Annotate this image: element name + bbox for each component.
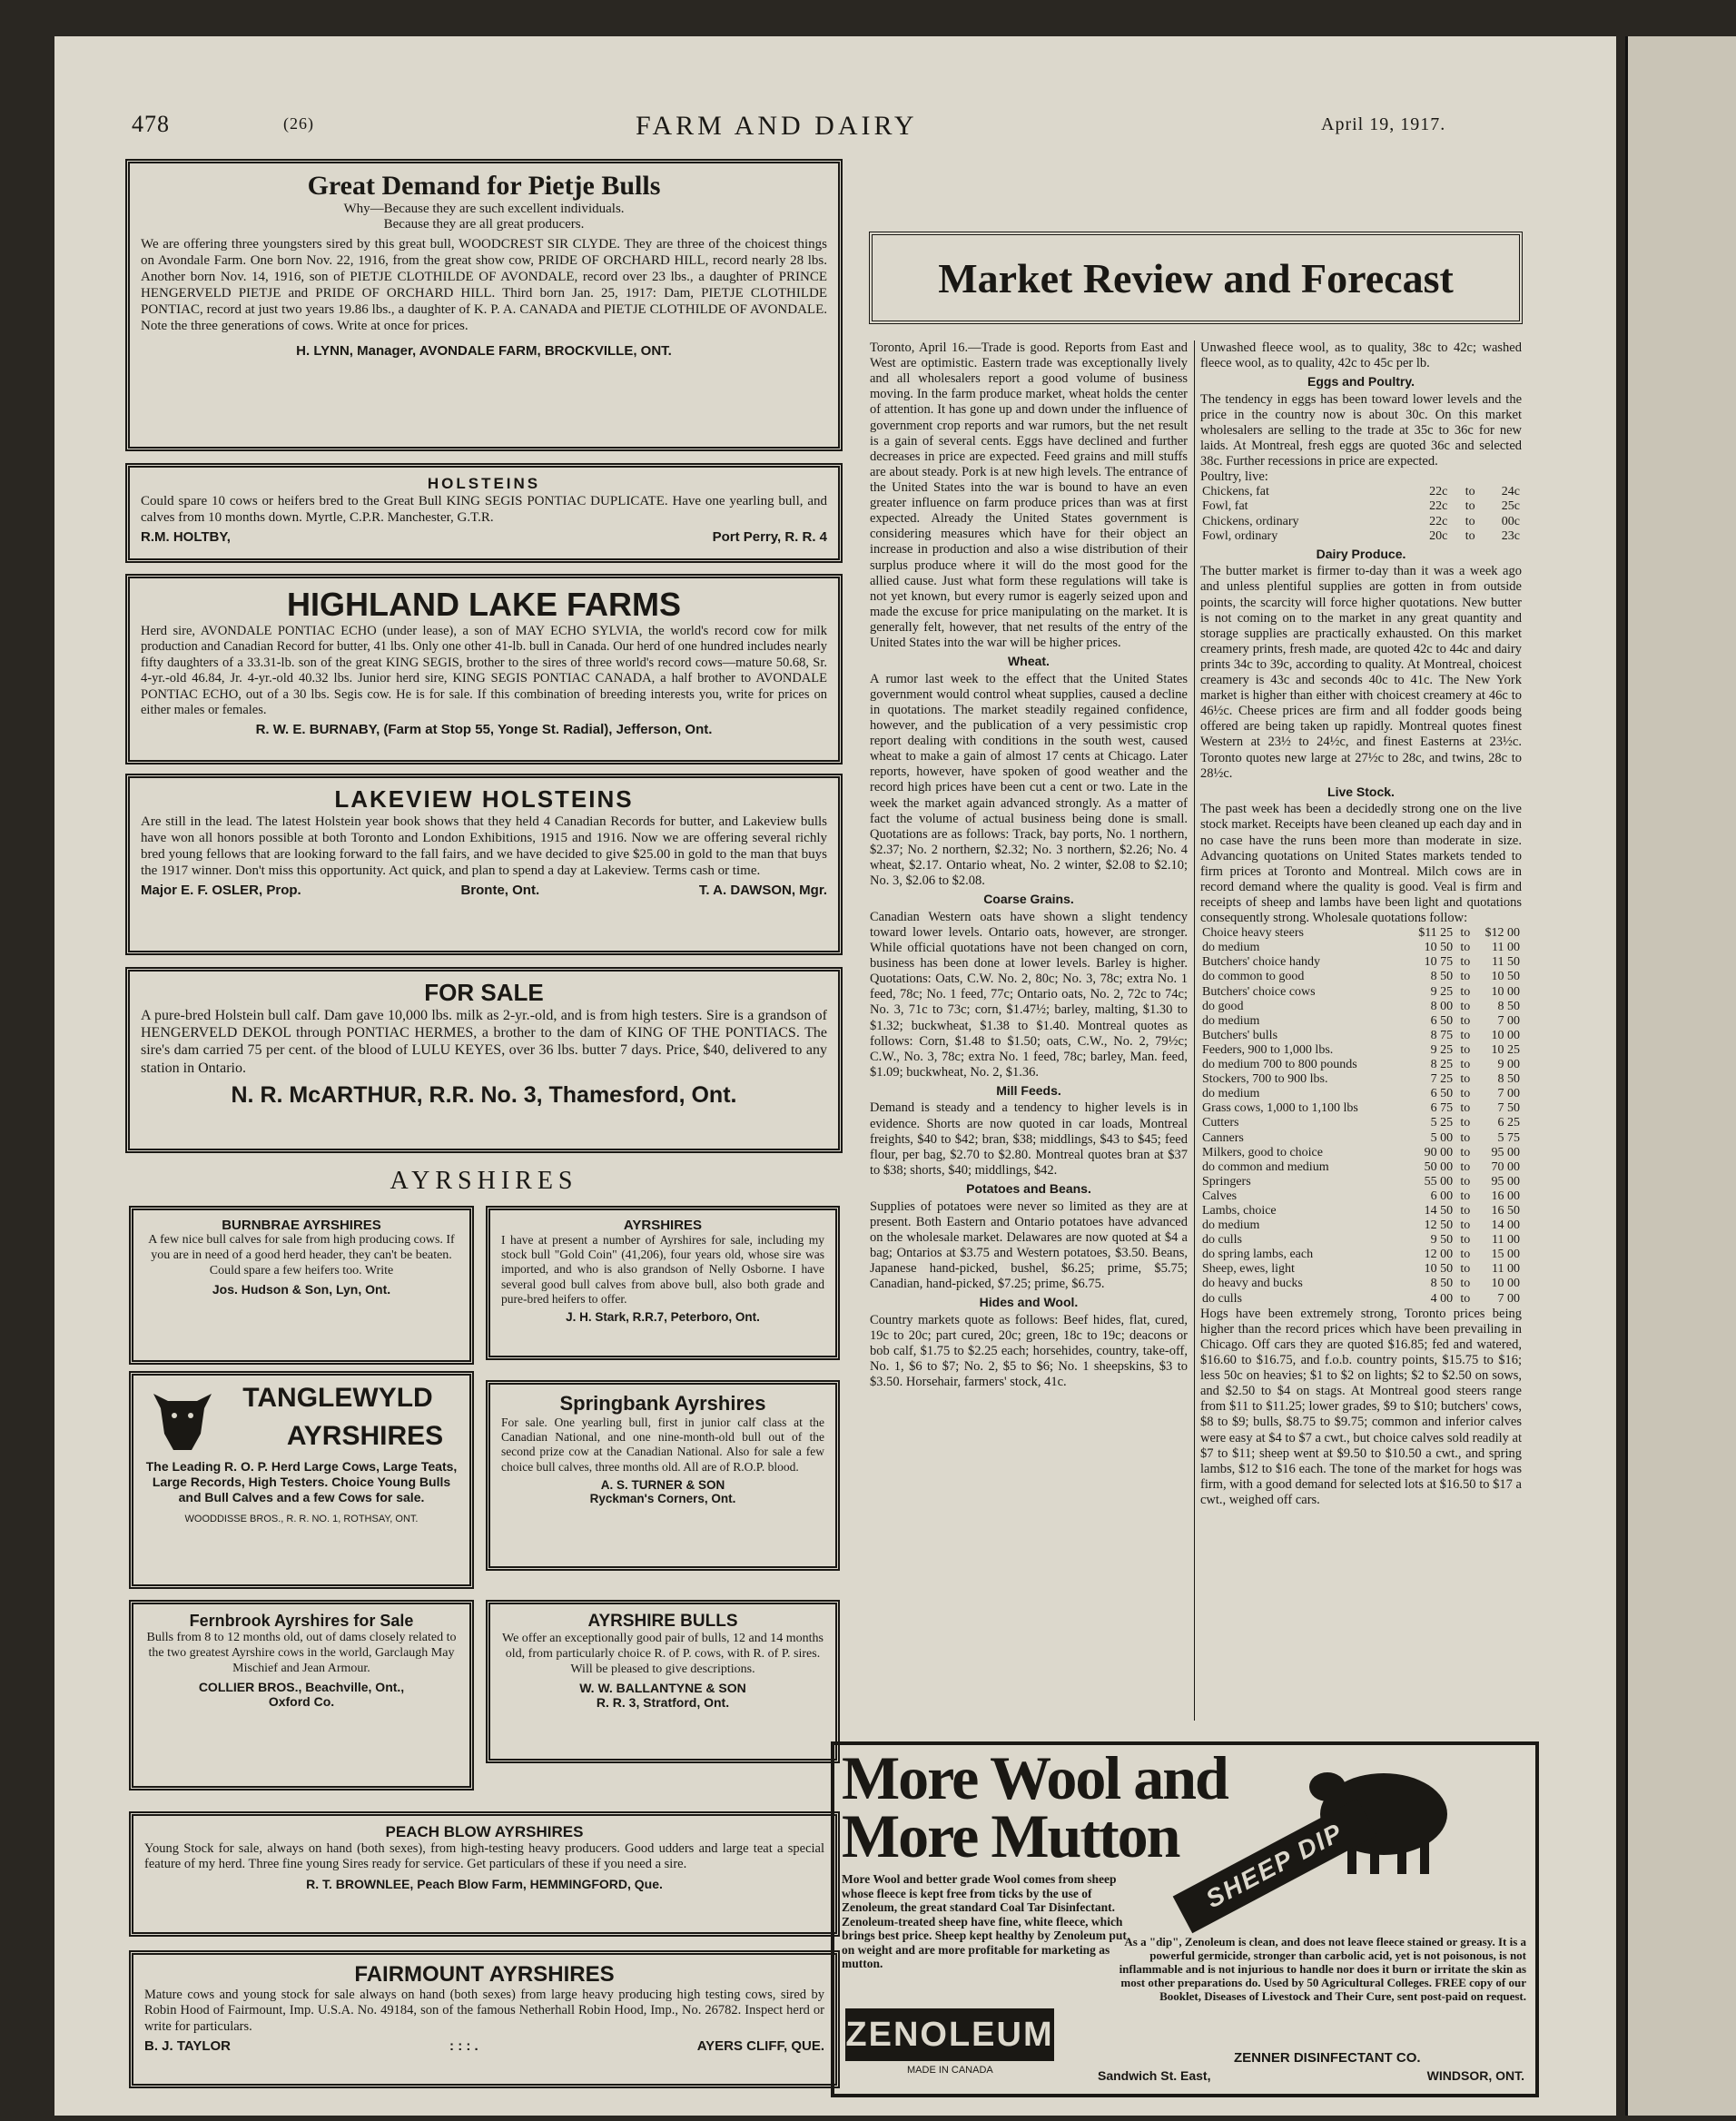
quote-price: 10 50 [1424, 941, 1454, 955]
quote-to: to [1460, 1145, 1471, 1159]
ad-name: B. J. TAYLOR [144, 2038, 232, 2055]
quote-price: 5 25 [1430, 1116, 1454, 1130]
market-mill-feeds: Demand is steady and a tendency to higher levels is in evidence. Shorts are now quoted in car loads, Montreal freights, $40 to $42; bran, $38; middlings, $43 to $45; feed flour, per bag, $2.70 to $2.80. Montreal quotes bran at $37 to $38; shorts, $40; middlings, $42. [870, 1100, 1188, 1178]
market-dairy: The butter market is firmer to-day than it was a week ago and unless plentiful supplies are gotten in from outside points, the scarcity will force higher quotations. New butter is not coming on to the market in any great quantity and storage supplies are practically exhausted. On this market creamery prints, fresh made, are quoted 42c to 44c and dairy prints 34c to 39c, according to quality. At Montreal, choicest creamery is 43c and seconds 40c to 41c. The New York market is higher than either with choicest creamery at 46c to 46½c. Cheese prices are firm and all fodder goods being offered are being taken up rapidly. Montreal quotes finest Western at 23½ to 24½c, and finest Easterns at 23½c. Toronto quotes new large at 27½c to 28c, and twins, 28c to 28½c. [1200, 564, 1522, 781]
quote-to: to [1460, 1248, 1471, 1262]
market-review-title-box [869, 232, 1523, 324]
ad-title: Great Demand for Pietje Bulls [307, 171, 661, 201]
market-coarse-grains: Canadian Western oats have shown a slight tendency toward lower levels. Ontario oats, however, are stronger. While official quotations have not been changed on corn, business has been done at lower levels. Barley is higher. Quotations: Oats, C.W. No. 2, 80c; No. 3, 78c; extra No. 1 feed, 78c; No. 1 feed, 77c; Ontario oats, No. 2, 72c to 74c; No. 3, 71c to 73c; corn, $1.47½; barley, malting, $1.30 to $1.32; buckwheat, $1.38 to $1.40. Montreal quotes as follows: Corn, $1.48 to $1.50; oats, C.W., No. 2, 79½c; C.W., No. 3, 78c; extra No. 1 feed, 78c; barley, Man. feed, $1.09; buckwheat, No. 2, $1.36. [870, 909, 1188, 1080]
livestock-row [1200, 1233, 1522, 1248]
cow-head-icon [144, 1385, 221, 1455]
company-name: ZENNER DISINFECTANT CO. [1234, 2050, 1421, 2066]
quote-item: Fowl, fat [1202, 499, 1248, 514]
livestock-row [1200, 1160, 1522, 1175]
quote-to: to [1460, 1042, 1471, 1057]
issue-page: (26) [283, 114, 314, 133]
quote-to: to [1460, 1277, 1471, 1291]
quote-price: 00c [1501, 514, 1520, 528]
quote-item: Chickens, ordinary [1202, 514, 1299, 528]
ad-burnbrae [129, 1206, 474, 1365]
quote-price: 7 00 [1497, 1013, 1520, 1028]
ad-tagline: Why—Because they are such excellent individuals. [343, 202, 625, 216]
livestock-row [1200, 1072, 1522, 1087]
livestock-row [1200, 1000, 1522, 1014]
quote-price: 11 50 [1492, 955, 1520, 970]
quote-item: do culls [1202, 1233, 1242, 1248]
ad-body: Bulls from 8 to 12 months old, out of dams closely related to the two greatest Ayrshire cows in the world, Garclaugh May Mischief and Jean Armour. [146, 1631, 457, 1675]
ad-body: A pure-bred Holstein bull calf. Dam gave 10,000 lbs. milk as 2-yr.-old, and is from high testers. Sire is a grandson of HENGERVELD DEKOL through PONTIAC HERMES, a brother to the dam of KING OF THE PONTIACS. The sire's dam carried 75 per cent. of the blood of LULU KEYES, over 36 lbs. butter 7 days. Price, $40, delivered to any station in Ontario. [141, 1008, 827, 1076]
ad-place: AYERS CLIFF, QUE. [696, 2038, 824, 2055]
quote-price: 8 50 [1430, 970, 1454, 984]
poultry-table [1200, 485, 1522, 543]
livestock-row [1200, 1029, 1522, 1043]
quote-price: 22c [1429, 485, 1448, 499]
ad-holtby-holsteins [125, 463, 843, 563]
ad-manager: T. A. DAWSON, Mgr. [698, 883, 827, 898]
ad-owner: Major E. F. OSLER, Prop. [141, 883, 301, 898]
market-hogs: Hogs have been extremely strong, Toronto prices being higher than the record prices which have been prevailing in Chicago. Off cars they are quoted $16.85; fed and watered, $16.60 to $16.75, and f.o.b. country points, $15.75 to $16; less 50c on heavies; $1 to $2 on lights; $2 to $2.50 on sows, and $2.50 to $4 on stags. At Montreal good steers range from $11 to $11.25; lower grades, $9 to $10; butchers' cows, $8 to $9; bulls, $8.75 to $9.75; common and inferior calves were easy at $4 to $7 a cwt., but choice calves sold readily at $7 to $11; sheep went at $9.50 to $10.50 a cwt., and spring lambs, $12 to $16 each. The tone of the market for hogs was firm, with a good demand for selected lots at $16.50 to $17 a cwt., weighed off cars. [1200, 1306, 1522, 1507]
quote-price: 55 00 [1424, 1174, 1454, 1189]
ad-ayrshire-bulls [486, 1600, 840, 1763]
livestock-row [1200, 1248, 1522, 1262]
quote-price: 4 00 [1430, 1291, 1454, 1306]
quote-item: Butchers' choice handy [1202, 955, 1321, 970]
quote-price: 6 00 [1430, 1189, 1454, 1203]
quote-price: 11 00 [1492, 941, 1520, 955]
livestock-row [1200, 941, 1522, 955]
quote-item: do medium [1202, 1218, 1260, 1233]
ad-stark-ayrshires [486, 1206, 840, 1360]
ad-name: R.M. HOLTBY, [141, 529, 231, 545]
market-intro: Toronto, April 16.—Trade is good. Reports from East and West are optimistic. Eastern trade was exceptionally lively and all wholesalers report a good volume of business moving. In the farm produce market, wheat holds the center of attention. It has gone up and down under the influence of government crop reports and war rumors, but the net result is a gain of several cents. Eggs have declined and further decreases in price are expected. Feed grains and mill stuffs are about steady. Pork is at new high levels. The entrance of the United States into the war is bound to have an even greater influence on farm produce prices than was at first expected. Already the United States government is considering measures which have for their object an increase in production and also a wise distribution of their surplus produce where it will do the most good for the allied cause. Just what form these regulations will take is not yet known, but every rumor is eagerly seized upon and made the excuse for price manipulating on the market. It is generally felt, however, that net results of the entry of the United States into the war will be higher prices. [870, 340, 1188, 651]
quote-price: 15 00 [1491, 1248, 1520, 1262]
company-city: WINDSOR, ONT. [1426, 2068, 1524, 2083]
quote-to: to [1465, 499, 1475, 514]
quote-price: 9 50 [1430, 1233, 1454, 1248]
quote-item: Grass cows, 1,000 to 1,100 lbs [1202, 1101, 1358, 1116]
quote-to: to [1465, 485, 1475, 499]
livestock-row [1200, 1101, 1522, 1116]
livestock-row [1200, 1058, 1522, 1072]
livestock-row [1200, 1043, 1522, 1058]
subhead-potatoes: Potatoes and Beans. [966, 1181, 1091, 1197]
poultry-row [1200, 515, 1522, 529]
poultry-row [1200, 499, 1522, 514]
ad-fairmount [129, 1950, 840, 2088]
quote-to: to [1460, 1189, 1471, 1203]
livestock-row [1200, 1204, 1522, 1218]
ad-signature: R. T. BROWNLEE, Peach Blow Farm, HEMMINGFORD, Que. [306, 1876, 663, 1891]
ad-body: We offer an exceptionally good pair of bulls, 12 and 14 months old, from particularly choice R. of P. cows, with R. of P. sires. Will be pleased to give descriptions. [502, 1632, 824, 1676]
quote-price: 12 00 [1424, 1248, 1454, 1262]
quote-to: to [1460, 1291, 1471, 1306]
quote-price: 95 00 [1491, 1174, 1520, 1189]
quote-price: 24c [1501, 485, 1520, 499]
ad-title: HIGHLAND LAKE FARMS [287, 586, 681, 623]
adjacent-page-edge [1625, 36, 1736, 2116]
ad-place: Bronte, Ont. [460, 883, 540, 898]
zenoleum-logo: ZENOLEUM [845, 2008, 1054, 2061]
quote-price: 9 25 [1430, 984, 1454, 999]
poultry-row [1200, 529, 1522, 544]
quote-to: to [1460, 1233, 1471, 1248]
column-rule [1194, 340, 1195, 1721]
livestock-row [1200, 1146, 1522, 1160]
quote-price: 20c [1429, 528, 1448, 543]
quote-price: 95 00 [1491, 1145, 1520, 1159]
ad-dots: : : : . [449, 2038, 478, 2055]
quote-price: 9 25 [1430, 1042, 1454, 1057]
ad-pietje-bulls [125, 159, 843, 451]
ad-title: Springbank Ayrshires [559, 1392, 766, 1415]
ad-headline: More Wool and [842, 1743, 1228, 1812]
quote-to: to [1460, 1101, 1471, 1116]
quote-price: 8 50 [1497, 1072, 1520, 1087]
ad-title: LAKEVIEW HOLSTEINS [334, 785, 634, 813]
quote-price: 6 25 [1497, 1116, 1520, 1130]
quote-to: to [1460, 926, 1471, 941]
quote-item: Springers [1202, 1174, 1251, 1189]
quote-price: 8 00 [1430, 999, 1454, 1013]
quote-price: 25c [1501, 499, 1520, 514]
quote-to: to [1460, 1174, 1471, 1189]
quote-to: to [1460, 1087, 1471, 1101]
ad-body: The Leading R. O. P. Herd Large Cows, Large Teats, Large Records, High Testers. Choice Young Bulls and Bull Calves and a few Cows for sale. [145, 1459, 458, 1504]
subhead-live-stock: Live Stock. [1327, 784, 1395, 799]
livestock-row [1200, 1175, 1522, 1189]
quote-price: 22c [1429, 499, 1448, 514]
subhead-eggs: Eggs and Poultry. [1307, 374, 1415, 390]
subhead-coarse-grains: Coarse Grains. [983, 892, 1074, 907]
ad-signature: R. W. E. BURNABY, (Farm at Stop 55, Yonge St. Radial), Jefferson, Ont. [255, 722, 713, 738]
sheep-dip-ribbon: SHEEP DIP [1173, 1799, 1377, 1934]
quote-price: 10 25 [1491, 1042, 1520, 1057]
ad-headline: More Mutton [842, 1801, 1179, 1870]
ad-signature: A. S. TURNER & SON [600, 1477, 725, 1492]
quote-price: 7 25 [1430, 1072, 1454, 1087]
livestock-row [1200, 1277, 1522, 1291]
quote-price: 10 50 [1491, 970, 1520, 984]
ad-title: TANGLEWYLD [242, 1383, 433, 1413]
quote-price: 6 50 [1430, 1013, 1454, 1028]
ad-title: AYRSHIRE BULLS [587, 1612, 738, 1631]
ad-fernbrook [129, 1600, 474, 1791]
quote-price: 16 00 [1491, 1189, 1520, 1203]
ad-signature: Ryckman's Corners, Ont. [589, 1491, 736, 1505]
market-wool: Unwashed fleece wool, as to quality, 38c to 42c; washed fleece wool, as to quality, 42c to 45c per lb. [1200, 340, 1522, 371]
quote-to: to [1460, 941, 1471, 955]
livestock-row [1200, 985, 1522, 1000]
page-number: 478 [132, 111, 170, 137]
quote-to: to [1460, 984, 1471, 999]
quote-to: to [1465, 514, 1475, 528]
poultry-row [1200, 485, 1522, 499]
quote-item: do spring lambs, each [1202, 1248, 1314, 1262]
quote-price: 10 75 [1424, 955, 1454, 970]
ad-title: HOLSTEINS [427, 475, 541, 492]
ad-title: AYRSHIRES [623, 1218, 703, 1233]
ad-signature: R. R. 3, Stratford, Ont. [596, 1695, 730, 1711]
quote-item: Sheep, ewes, light [1202, 1262, 1295, 1277]
quote-price: 5 00 [1430, 1130, 1454, 1145]
ad-for-sale [125, 967, 843, 1153]
quote-to: to [1460, 1159, 1471, 1174]
section-heading: AYRSHIRES [390, 1167, 578, 1195]
ad-footer: WOODDISSE BROS., R. R. NO. 1, ROTHSAY, ONT. [184, 1514, 419, 1525]
quote-to: to [1460, 1203, 1471, 1218]
quote-item: do common to good [1202, 970, 1305, 984]
quote-item: Canners [1202, 1130, 1244, 1145]
quote-price: 10 50 [1424, 1262, 1454, 1277]
quote-item: do medium [1202, 1087, 1260, 1101]
ad-signature: Oxford Co. [268, 1694, 335, 1710]
ad-title: BURNBRAE AYRSHIRES [222, 1218, 381, 1233]
quote-item: do medium [1202, 1013, 1260, 1028]
quote-item: Lambs, choice [1202, 1203, 1277, 1218]
quote-price: 8 50 [1497, 999, 1520, 1013]
quote-to: to [1460, 1130, 1471, 1145]
ad-body: I have at present a number of Ayrshires for sale, including my stock bull "Gold Coin" (41,206), four years old, whose sire was imported, and who is also grandson of Nelly Osborne. I have several good bull calves from above bull, also both grade and pure-bred heifers to offer. [501, 1233, 824, 1306]
quote-price: 9 00 [1497, 1058, 1520, 1072]
livestock-row [1200, 1131, 1522, 1146]
quote-to: to [1460, 1262, 1471, 1277]
livestock-row [1200, 1292, 1522, 1307]
quote-price: 14 00 [1491, 1218, 1520, 1233]
quote-price: 10 00 [1491, 1028, 1520, 1042]
ad-side-text: As a "dip", Zenoleum is clean, and does not leave fleece stained or greasy. It is a powerful germicide, stronger than carbolic acid, yet is not poisonous, is not inflammable and is not injurious to handle nor does it burn or irritate the skin as most other preparations do. Used by 50 Agricultural Colleges. FREE copy of our Booklet, Diseases of Livestock and Their Cure, sent post-paid on request. [1119, 1935, 1526, 2003]
quote-item: do common and medium [1202, 1159, 1329, 1174]
ad-title: Fernbrook Ayrshires for Sale [189, 1612, 414, 1630]
made-in-canada: MADE IN CANADA [907, 2065, 993, 2076]
livestock-row [1200, 1262, 1522, 1277]
livestock-row [1200, 955, 1522, 970]
livestock-row [1200, 1014, 1522, 1029]
quote-price: 10 00 [1491, 984, 1520, 999]
ad-lakeview-holsteins [125, 774, 843, 955]
quote-to: to [1460, 1013, 1471, 1028]
subhead-mill-feeds: Mill Feeds. [996, 1082, 1061, 1098]
livestock-row [1200, 1116, 1522, 1130]
cattle-table [1200, 926, 1522, 1306]
ad-body: Herd sire, AVONDALE PONTIAC ECHO (under lease), a son of MAY ECHO SYLVIA, the world's record cow for milk production and Canadian Record for butter, 41 lbs. Only one other 41-lb. bull in Canada. Our herd of one hundred includes nearly fifty daughters of a 33.31-lb. son of the great KING SEGIS, brother to the sires of three world's record cows—mature 50.68, Sr. 4-yr.-old 46.84, Jr. 4-yr.-old 40.32 lbs. Junior herd sire, KING SEGIS PONTIAC CANADA, a half brother to AVONDALE PONTIAC ECHO, out of a 30 lbs. Segis cow. He is for sale. If this combination of breeding interests you, write for prices on either males or females. [141, 624, 827, 717]
quote-price: 7 50 [1497, 1101, 1520, 1116]
quote-price: $12 00 [1484, 926, 1520, 941]
market-live-stock: The past week has been a decidedly strong one on the live stock market. Receipts have been cleaned up each day and in no case have the runs been more than moderate in size. Advancing quotations on United States markets tended to firm prices at Toronto and Montreal. Milch cows are in record demand where the quality is good. Veal is firm and receipts of sheep and lambs have been light and quotations consequently strong. Wholesale quotations follow: [1200, 802, 1522, 926]
quote-item: do culls [1202, 1291, 1242, 1306]
quote-price: 8 75 [1430, 1028, 1454, 1042]
quote-price: 8 25 [1430, 1058, 1454, 1072]
ad-signature: COLLIER BROS., Beachville, Ont., [198, 1680, 405, 1695]
ad-highland-lake-farms [125, 574, 843, 765]
market-hides: Country markets quote as follows: Beef hides, flat, cured, 19c to 20c; part cured, 20c; green, 18c to 19c; deacons or bob calf, $1.75 to $2.25 each; horsehides, country, take-off, No. 1, $6 to $7; No. 2, $5 to $6; No. 1 sheepskins, $3 to $3.50. Horsehair, farmers' stock, 41c. [870, 1312, 1188, 1390]
ad-body: Could spare 10 cows or heifers bred to the Great Bull KING SEGIS PONTIAC DUPLICATE. Have one yearling bull, and calves from 10 months down. Myrtle, C.P.R. Manchester, G.T.R. [141, 494, 827, 525]
ad-tanglewyld [129, 1371, 474, 1589]
ad-signature: J. H. Stark, R.R.7, Peterboro, Ont. [566, 1309, 760, 1324]
market-wheat: A rumor last week to the effect that the United States government would control wheat supplies, caused a decline in quotations. The market steadily regained confidence, however, and the publication of a very pessimistic crop report dealing with conditions in the south west, caused wheat to make a gain of almost 17 cents at Chicago. Later reports, however, have spoken of good weather and the record high prices have been cut a cent or two. Late in the week the market again advanced strongly. As a matter of fact the volume of actual business being done is small. Quotations are as follows: Track, bay ports, No. 1 northern, $2.37; No. 2 northern, $2.32; No. 3 northern, $2.26; No. 4 wheat, $2.17. Ontario wheat, No. 2 winter, $2.08 to $2.10; No. 3, $2.06 to $2.08. [870, 671, 1188, 889]
ad-title: PEACH BLOW AYRSHIRES [385, 1823, 584, 1840]
quote-price: 6 50 [1430, 1087, 1454, 1101]
quote-price: 10 00 [1491, 1277, 1520, 1291]
quote-item: Feeders, 900 to 1,000 lbs. [1202, 1042, 1334, 1057]
ad-body: We are offering three youngsters sired by this great bull, WOODCREST SIR CLYDE. They are three of the choicest things on Avondale Farm. One born Nov. 22, 1916, from the great show cow, PRIDE OF ORCHARD HILL, record nearly 28 lbs. Another born Nov. 14, 1916, son of PIETJE CLOTHILDE OF AVONDALE, record over 23 lbs., a daughter of PRINCE HENGERVELD PIETJE and PRIDE OF ORCHARD HILL. Third born Jan. 25, 1917: Dam, PIETJE CLOTHILDE PONTIAC, record at just two years 19.86 lbs., a daughter of K. P. A. CANADA and PIETJE CLOTHILDE OF AVONDALE. Note the three generations of cows. Write at once for prices. [141, 237, 827, 333]
ad-body: A few nice bull calves for sale from high producing cows. If you are in need of a good herd header, they can't be beaten. Could spare a few heifers too. Write [148, 1233, 455, 1278]
quote-item: do medium 700 to 800 pounds [1202, 1058, 1357, 1072]
market-review-title: Market Review and Forecast [938, 254, 1454, 301]
ad-place: Port Perry, R. R. 4 [712, 529, 827, 545]
newspaper-page [54, 36, 1616, 2116]
quote-price: 11 00 [1492, 1233, 1520, 1248]
subhead-wheat: Wheat. [1008, 654, 1050, 669]
quote-price: 8 50 [1430, 1277, 1454, 1291]
quote-price: 5 75 [1497, 1130, 1520, 1145]
quote-price: 6 75 [1430, 1101, 1454, 1116]
ad-body: More Wool and better grade Wool comes from sheep whose fleece is kept free from ticks by the use of Zenoleum, the great standard Coal Tar Disinfectant. Zenoleum-treated sheep have fine, white fleece, which brings best price. Sheep kept healthy by Zenoleum put on weight and are more profitable for marketing as mutton. [842, 1872, 1127, 1971]
quote-price: 7 00 [1497, 1291, 1520, 1306]
ad-title: FOR SALE [424, 979, 544, 1006]
livestock-row [1200, 970, 1522, 984]
quote-item: Butchers' bulls [1202, 1028, 1278, 1042]
market-eggs: The tendency in eggs has been toward lower levels and the price in the country now is about 30c. On this market wholesalers are selling to the trade at 35c to 36c for new laids. At Montreal, fresh eggs are quoted 36c and selected 38c. Further recessions in price are expected. [1200, 391, 1522, 469]
ad-peach-blow [129, 1811, 840, 1937]
quote-price: 14 50 [1424, 1203, 1454, 1218]
quote-item: Stockers, 700 to 900 lbs. [1202, 1072, 1328, 1087]
quote-price: 22c [1429, 514, 1448, 528]
quote-to: to [1465, 528, 1475, 543]
market-potatoes: Supplies of potatoes were never so limited as they are at present. Both Eastern and Ontario potatoes have advanced on the wholesale market. Delawares are now quoted at $4 a bag; Ontarios at $3.75 and Western potatoes, $3.50. Beans, Japanese hand-picked, bushel, $6.25; prime, $5.75; Canadian, hand-picked, $7.25; prime, $6.75. [870, 1199, 1188, 1292]
quote-price: 11 00 [1492, 1262, 1520, 1277]
ad-signature: H. LYNN, Manager, AVONDALE FARM, BROCKVILLE, ONT. [296, 343, 672, 359]
quote-price: 12 50 [1424, 1218, 1454, 1233]
ad-title: FAIRMOUNT AYRSHIRES [354, 1962, 615, 1987]
poultry-label: Poultry, live: [1200, 469, 1268, 485]
ad-body: Mature cows and young stock for sale always on hand (both sexes) from large heavy producing high testing cows, sired by Robin Hood of Fairmount, Imp. U.S.A. No. 49184, son of the famous Netherhall Robin Hood, Imp., No. 26782. Inspect herd or write for particulars. [144, 1988, 824, 2034]
market-column-1 [870, 340, 1188, 1730]
quote-item: do good [1202, 999, 1244, 1013]
ad-title: AYRSHIRES [286, 1421, 444, 1451]
quote-to: to [1460, 1116, 1471, 1130]
livestock-row [1200, 1189, 1522, 1204]
publication-title: FARM AND DAIRY [636, 111, 918, 141]
ad-tagline: Because they are all great producers. [383, 217, 585, 232]
quote-to: to [1460, 970, 1471, 984]
quote-price: 70 00 [1491, 1159, 1520, 1174]
ad-body: For sale. One yearling bull, first in junior calf class at the Canadian National, and one nine-month-old bull out of the second prize cow at the Canadian National. Also for sale a few choice bull calves, three months old. All are of R.O.P. blood. [501, 1416, 824, 1474]
ad-body: Are still in the lead. The latest Holstein year book shows that they held 4 Canadian Records for butter, and Lakeview bulls have won all honors possible at both Toronto and London Exhibitions, 1915 and 1916. Now we are offering several richly bred young fellows that are looking forward to the fall fairs, and we have decided to give $25.00 in gold to the man that buys the 1917 winner. Don't miss this opportunity. Act quick, and plan to spend a day at Lakeview. Terms cash or time. [141, 814, 827, 878]
quote-item: do heavy and bucks [1202, 1277, 1303, 1291]
quote-price: 7 00 [1497, 1087, 1520, 1101]
market-column-2 [1200, 340, 1522, 1730]
ad-zenoleum [831, 1741, 1539, 2097]
company-street: Sandwich St. East, [1098, 2068, 1211, 2083]
ad-signature: W. W. BALLANTYNE & SON [579, 1681, 746, 1696]
subhead-dairy: Dairy Produce. [1316, 546, 1406, 561]
livestock-row [1200, 926, 1522, 941]
quote-to: to [1460, 1028, 1471, 1042]
ad-signature: Jos. Hudson & Son, Lyn, Ont. [212, 1282, 391, 1297]
quote-item: Calves [1202, 1189, 1238, 1203]
livestock-row [1200, 1087, 1522, 1101]
issue-date: April 19, 1917. [1321, 114, 1446, 134]
quote-item: Milkers, good to choice [1202, 1145, 1323, 1159]
ad-springbank [486, 1380, 840, 1571]
quote-item: Fowl, ordinary [1202, 528, 1278, 543]
quote-to: to [1460, 955, 1471, 970]
subhead-hides: Hides and Wool. [979, 1295, 1079, 1310]
ad-body: Young Stock for sale, always on hand (both sexes), from high-testing heavy producers. Good udders and large teat a special feature of my herd. Three fine young Sires ready for service. Get particulars of these if you need a sire. [144, 1841, 824, 1872]
quote-item: Cutters [1202, 1116, 1239, 1130]
quote-price: 90 00 [1424, 1145, 1454, 1159]
quote-price: 23c [1501, 528, 1520, 543]
quote-price: 16 50 [1491, 1203, 1520, 1218]
quote-to: to [1460, 1058, 1471, 1072]
quote-to: to [1460, 1072, 1471, 1087]
quote-price: $11 25 [1418, 926, 1454, 941]
quote-to: to [1460, 1218, 1471, 1233]
quote-item: Chickens, fat [1202, 485, 1269, 499]
livestock-row [1200, 1218, 1522, 1233]
quote-price: 50 00 [1424, 1159, 1454, 1174]
quote-item: Butchers' choice cows [1202, 984, 1316, 999]
quote-to: to [1460, 999, 1471, 1013]
quote-item: Choice heavy steers [1202, 926, 1304, 941]
ad-signature: N. R. McARTHUR, R.R. No. 3, Thamesford, Ont. [231, 1081, 737, 1108]
quote-item: do medium [1202, 941, 1260, 955]
